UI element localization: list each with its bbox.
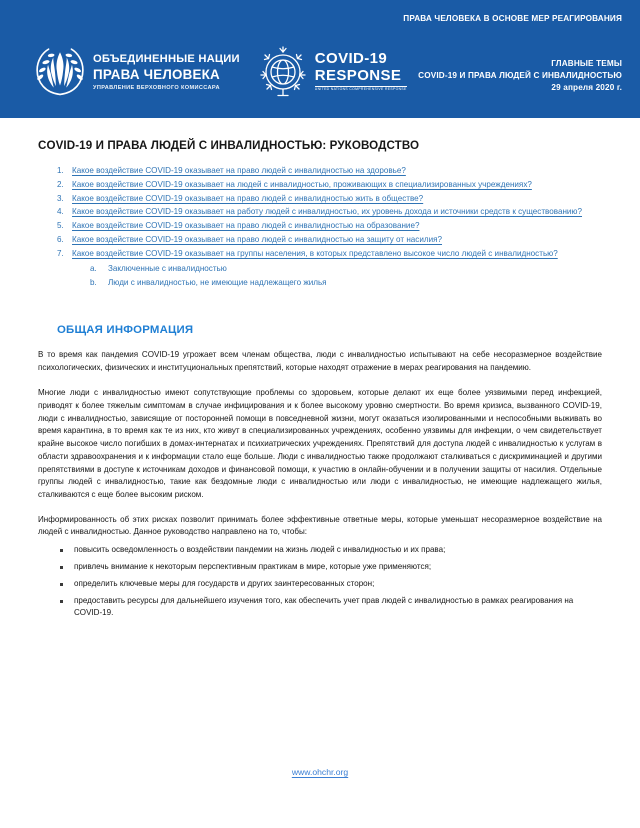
toc-item — [38, 179, 602, 191]
toc-item — [38, 165, 602, 177]
page-header-band — [0, 0, 640, 118]
sub-toc-item-number: a. — [90, 264, 97, 274]
sub-toc-item — [72, 276, 602, 290]
un-human-rights-logo — [34, 45, 240, 97]
toc-item-number: 5. — [57, 221, 64, 231]
un-wordmark-line1: ОБЪЕДИНЕННЫЕ НАЦИИ — [93, 53, 240, 66]
toc-item-number: 2. — [57, 179, 64, 189]
list-item: повысить осведомленность о воздействии пандемии на жизнь людей с инвалидностью и их права; — [38, 544, 602, 557]
toc-item-number: 4. — [57, 207, 64, 217]
un-wordmark-line2: ПРАВА ЧЕЛОВЕКА — [93, 66, 220, 82]
list-item: предоставить ресурсы для дальнейшего изучения того, как обеспечить учет прав людей с инвалидностью в рамках реагирования на COVID-19. — [38, 595, 602, 620]
toc-item-number: 3. — [57, 193, 64, 203]
header-tagline: ПРАВА ЧЕЛОВЕКА В ОСНОВЕ МЕР РЕАГИРОВАНИЯ — [403, 14, 622, 23]
list-item: определить ключевые меры для государств и других заинтересованных сторон; — [38, 578, 602, 591]
toc-item — [38, 206, 602, 218]
un-wordmark — [93, 51, 240, 91]
body-paragraph-3: Информированность об этих рисках позволит принимать более эффективные ответные меры, которые уменьшат несоразмерное воздействие на людей с инвалидностью. Данное руководство направлено на то, чтобы: — [38, 514, 602, 537]
toc-item — [38, 234, 602, 246]
table-of-contents-sublist — [72, 262, 602, 290]
un-olive-branch-hands-emblem — [34, 45, 86, 97]
objectives-bullet-list — [38, 544, 602, 620]
toc-link-health[interactable]: Какое воздействие COVID-19 оказывает на право людей с инвалидностью на здоровье? — [72, 166, 406, 175]
toc-item-number: 6. — [57, 234, 64, 244]
list-item: привлечь внимание к некоторым перспективным практикам в мире, которые уже применяются; — [38, 561, 602, 574]
toc-item — [38, 248, 602, 290]
covid-response-logo — [258, 44, 407, 98]
ohchr-website-link[interactable]: www.ohchr.org — [291, 767, 349, 777]
toc-link-violence-protection[interactable]: Какое воздействие COVID-19 оказывает на право людей с инвалидностью на защиту от насилия? — [72, 234, 443, 244]
covid-wordmark-line1: COVID-19 — [314, 49, 388, 67]
header-topic-line-2: COVID-19 И ПРАВА ЛЮДЕЙ С ИНВАЛИДНОСТЬЮ — [418, 70, 622, 80]
header-topic-line-1: ГЛАВНЫЕ ТЕМЫ — [551, 59, 622, 68]
toc-link-education[interactable]: Какое воздействие COVID-19 оказывает на право людей с инвалидностью на образование? — [72, 221, 420, 231]
covid-wordmark-line3: UNITED NATIONS COMPREHENSIVE RESPONSE — [314, 87, 407, 92]
sub-toc-label-inadequate-housing: Люди с инвалидностью, не имеющие надлежащего жилья — [108, 277, 327, 287]
covid-wordmark — [315, 51, 407, 92]
covid-wordmark-line2: RESPONSE — [314, 66, 402, 84]
toc-item-number: 7. — [57, 248, 64, 258]
sub-toc-label-prisoners: Заключенные с инвалидностью — [108, 264, 227, 274]
page-footer — [0, 762, 640, 780]
covid-virus-globe-icon — [258, 44, 308, 98]
page-content — [0, 139, 640, 620]
header-topic-block — [418, 58, 622, 94]
section-heading-general-information: ОБЩАЯ ИНФОРМАЦИЯ — [57, 323, 194, 336]
toc-link-community-living[interactable]: Какое воздействие COVID-19 оказывает на право людей с инвалидностью жить в обществе? — [72, 193, 424, 203]
table-of-contents — [38, 165, 602, 290]
header-topic-line-3: 29 апреля 2020 г. — [551, 82, 622, 92]
toc-item-number: 1. — [57, 166, 64, 175]
header-logo-row — [34, 44, 407, 98]
toc-item — [38, 220, 602, 232]
body-paragraph-2: Многие люди с инвалидностью имеют сопутствующие проблемы со здоровьем, которые делают их еще более уязвимыми перед инфекцией, приводят к более тяжелым симптомам в случае инфицирования и к более высокому уровню смертности. Во время кризиса, вызванного COVID-19, люди с инвалидностью, зависящие от посторонней помощи в повседневной жизни, могут оказаться изолированными и неспособными выживать во время карантина, в то время как те из них, кто живут в специализированных учреждениях, особенно уязвимы для инфекции, о чем свидетельствует крайне высокое число погибших в домах-интернатах и психиатрических учреждениях. Препятствий для доступа людей с инвалидностью к услугам в области здравоохранения и к информации стало еще больше. Люди с инвалидностью также продолжают сталкиваться с дискриминацией и другими препятствиями в доступе к источникам доходов и финансовой помощи, к участию в онлайн-обучении и в получении защиты от насилия. Отдельные группы людей с инвалидностью, такие как бездомные люди с инвалидностью или люди с инвалидностью, не имеющие надлежащего жилья, сталкиваются с еще более высоким риском. — [38, 388, 602, 499]
un-wordmark-line3: УПРАВЛЕНИЕ ВЕРХОВНОГО КОМИССАРА — [93, 84, 220, 91]
toc-link-institutions[interactable]: Какое воздействие COVID-19 оказывает на людей с инвалидностью, проживающих в специализированных учреждениях? — [72, 179, 532, 189]
document-title: COVID-19 И ПРАВА ЛЮДЕЙ С ИНВАЛИДНОСТЬЮ: РУКОВОДСТВО — [38, 139, 420, 152]
body-paragraph-1: В то время как пандемия COVID-19 угрожает всем членам общества, люди с инвалидностью испытывают на себе несоразмерное воздействие психологических, физических и институциональных препятствий, которые находят отражение в мерах реагирования на пандемию. — [38, 349, 602, 372]
toc-link-population-groups[interactable]: Какое воздействие COVID-19 оказывает на группы населения, в которых представлено высокое число людей с инвалидностью? — [72, 248, 558, 258]
sub-toc-item — [72, 262, 602, 276]
toc-link-work-income[interactable]: Какое воздействие COVID-19 оказывает на работу людей с инвалидностью, их уровень дохода и источники средств к существованию? — [72, 207, 583, 217]
toc-item — [38, 193, 602, 205]
sub-toc-item-number: b. — [90, 277, 97, 287]
